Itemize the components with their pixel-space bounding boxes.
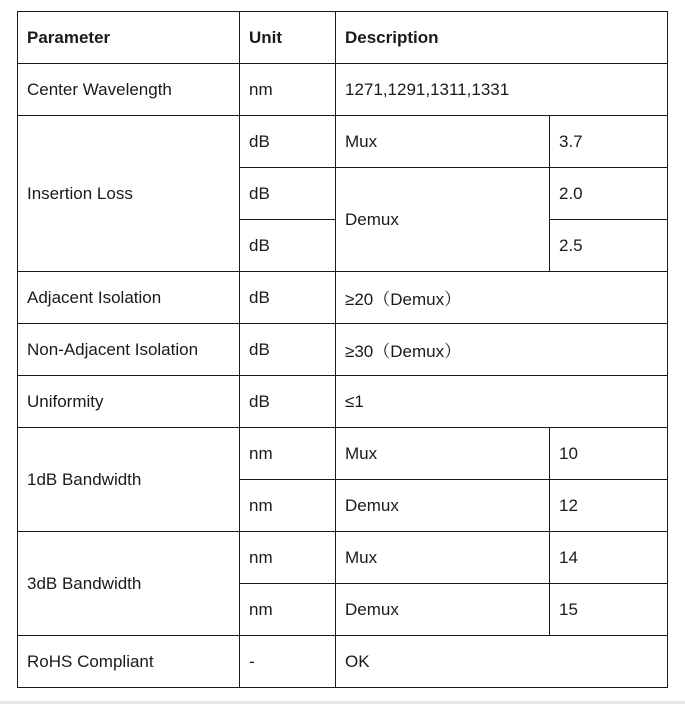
value-cell: 12 — [550, 480, 668, 532]
param-cell: 3dB Bandwidth — [18, 532, 240, 636]
description-cell: ≥30（Demux） — [336, 324, 668, 376]
description-cell: OK — [336, 636, 668, 688]
spec-table — [17, 11, 668, 688]
param-cell: Adjacent Isolation — [18, 272, 240, 324]
param-cell: Non-Adjacent Isolation — [18, 324, 240, 376]
sub-label-cell: Demux — [336, 480, 550, 532]
unit-cell: dB — [240, 168, 336, 220]
table-row-3db-bandwidth-mux — [18, 532, 668, 584]
param-cell: 1dB Bandwidth — [18, 428, 240, 532]
param-cell: Center Wavelength — [18, 64, 240, 116]
unit-cell: dB — [240, 376, 336, 428]
table-row-adjacent-isolation — [18, 272, 668, 324]
description-cell: ≥20（Demux） — [336, 272, 668, 324]
unit-cell: dB — [240, 116, 336, 168]
value-cell: 3.7 — [550, 116, 668, 168]
sub-label-cell: Mux — [336, 532, 550, 584]
unit-cell: nm — [240, 480, 336, 532]
unit-cell: dB — [240, 220, 336, 272]
table-header-row — [18, 12, 668, 64]
value-cell: 10 — [550, 428, 668, 480]
description-cell: ≤1 — [336, 376, 668, 428]
value-cell: 2.0 — [550, 168, 668, 220]
table-row-non-adjacent-isolation — [18, 324, 668, 376]
sub-label-cell: Mux — [336, 428, 550, 480]
description-cell: 1271,1291,1311,1331 — [336, 64, 668, 116]
table-row-insertion-loss-mux — [18, 116, 668, 168]
sub-label-cell: Mux — [336, 116, 550, 168]
unit-cell: - — [240, 636, 336, 688]
param-cell: RoHS Compliant — [18, 636, 240, 688]
value-cell: 14 — [550, 532, 668, 584]
header-description: Description — [336, 12, 668, 64]
table-row-1db-bandwidth-mux — [18, 428, 668, 480]
unit-cell: nm — [240, 64, 336, 116]
unit-cell: dB — [240, 324, 336, 376]
header-unit: Unit — [240, 12, 336, 64]
sub-label-cell: Demux — [336, 168, 550, 272]
unit-cell: nm — [240, 428, 336, 480]
sub-label-cell: Demux — [336, 584, 550, 636]
unit-cell: dB — [240, 272, 336, 324]
value-cell: 15 — [550, 584, 668, 636]
header-parameter: Parameter — [18, 12, 240, 64]
unit-cell: nm — [240, 532, 336, 584]
value-cell: 2.5 — [550, 220, 668, 272]
table-row-rohs — [18, 636, 668, 688]
param-cell: Uniformity — [18, 376, 240, 428]
table-row-center-wavelength — [18, 64, 668, 116]
spec-table-container — [17, 11, 668, 688]
table-row-uniformity — [18, 376, 668, 428]
param-cell: Insertion Loss — [18, 116, 240, 272]
unit-cell: nm — [240, 584, 336, 636]
